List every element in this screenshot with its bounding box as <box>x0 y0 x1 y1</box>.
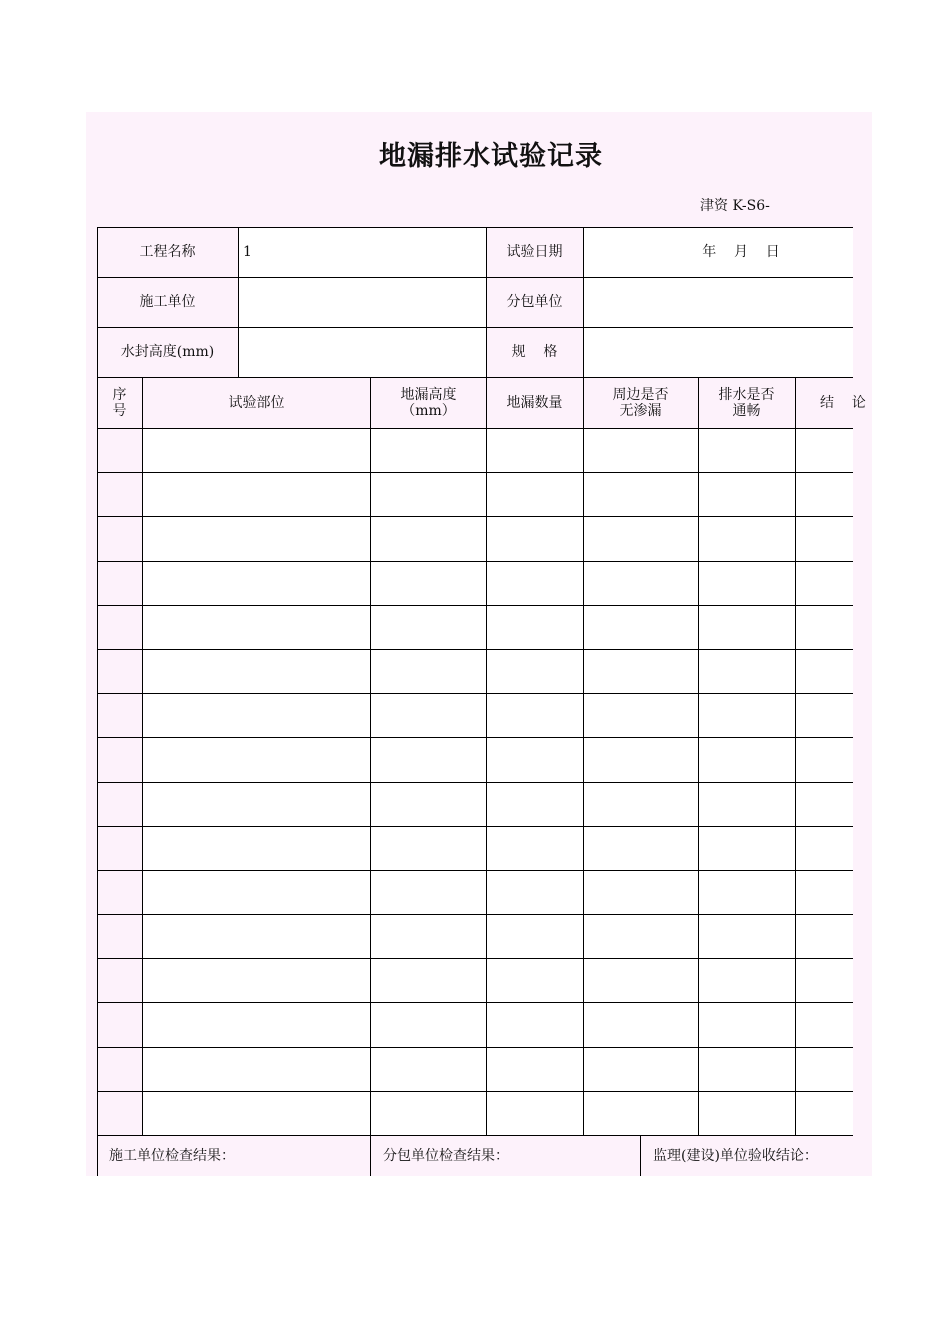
subcontract-check-result[interactable]: 分包单位检查结果： <box>383 1148 509 1164</box>
construction-check-result[interactable]: 施工单位检查结果： <box>109 1148 235 1164</box>
table-row[interactable] <box>97 1047 853 1091</box>
column-header-leak-line2: 无渗漏 <box>619 403 662 419</box>
table-row[interactable] <box>97 516 853 560</box>
column-header-seq <box>97 378 142 428</box>
table-row[interactable] <box>97 914 853 958</box>
form-code: 津资 K-S6- <box>700 198 770 214</box>
spec-label: 规 格 <box>511 344 558 360</box>
test-date-label: 试验日期 <box>506 244 563 260</box>
column-header-seq-line2: 号 <box>112 403 127 419</box>
grid-line <box>97 277 853 278</box>
table-row[interactable] <box>97 561 853 605</box>
column-header-height <box>371 378 486 428</box>
table-row[interactable] <box>97 605 853 649</box>
subcontract-unit-field[interactable] <box>583 277 853 327</box>
grid-line <box>97 227 853 228</box>
table-row[interactable] <box>97 472 853 516</box>
column-header-leak <box>583 378 698 428</box>
subcontract-unit-label: 分包单位 <box>506 294 563 310</box>
column-header-count: 地漏数量 <box>506 395 563 411</box>
spec-field[interactable] <box>583 327 853 377</box>
water-seal-height-label: 水封高度(mm) <box>120 344 215 360</box>
table-row[interactable] <box>97 1091 853 1135</box>
grid-line <box>97 1135 853 1136</box>
water-seal-height-field[interactable] <box>238 327 486 377</box>
supervision-acceptance-conclusion[interactable]: 监理(建设)单位验收结论： <box>653 1148 818 1164</box>
project-name-value[interactable]: 1 <box>243 244 252 260</box>
table-row[interactable] <box>97 870 853 914</box>
column-header-drain <box>698 378 795 428</box>
column-header-drain-line1: 排水是否 <box>718 387 775 403</box>
grid-line <box>97 327 853 328</box>
table-row[interactable] <box>97 782 853 826</box>
table-row[interactable] <box>97 1002 853 1046</box>
column-header-location: 试验部位 <box>228 395 285 411</box>
grid-line <box>238 227 239 378</box>
table-row[interactable] <box>97 826 853 870</box>
column-header-leak-line1: 周边是否 <box>612 387 669 403</box>
table-row[interactable] <box>97 693 853 737</box>
table-row[interactable] <box>97 649 853 693</box>
test-date-value[interactable]: 年 月 日 <box>702 244 780 260</box>
column-header-height-line1: 地漏高度 <box>400 387 457 403</box>
project-name-label: 工程名称 <box>139 244 196 260</box>
table-row[interactable] <box>97 428 853 472</box>
page-title: 地漏排水试验记录 <box>379 141 603 172</box>
table-row[interactable] <box>97 958 853 1002</box>
table-row[interactable] <box>97 737 853 781</box>
column-header-result: 结 论 <box>820 395 866 411</box>
column-header-drain-line2: 通畅 <box>732 403 761 419</box>
grid-line <box>97 377 853 378</box>
grid-line <box>640 1136 641 1176</box>
construction-unit-field[interactable] <box>238 277 486 327</box>
column-header-height-line2: （mm） <box>401 403 456 419</box>
column-header-seq-line1: 序 <box>112 387 127 403</box>
construction-unit-label: 施工单位 <box>139 294 196 310</box>
